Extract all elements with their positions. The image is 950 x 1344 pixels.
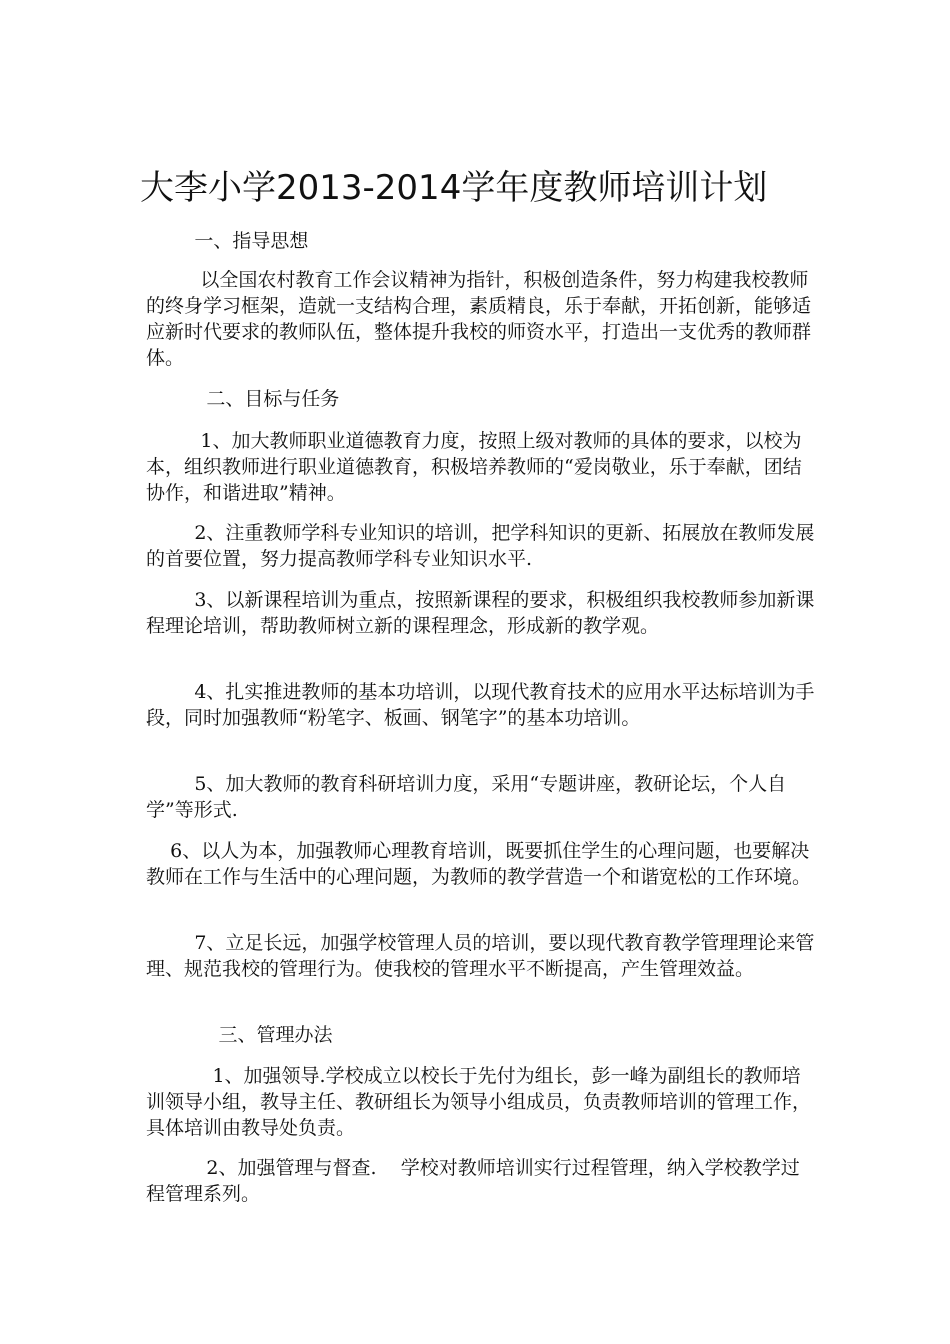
paragraph-management-2: 2、加强管理与督查. 学校对教师培训实行过程管理，纳入学校教学过程管理系列。 [146, 1157, 800, 1205]
paragraph-goal-4: 4、扎实推进教师的基本功培训，以现代教育技术的应用水平达标培训为手段，同时加强教师“粉笔字、板画、钢笔字”的基本功培训。 [146, 681, 815, 729]
section-heading-guiding-thought: 一、指导思想 [146, 230, 309, 252]
paragraph-goal-3: 3、以新课程培训为重点，按照新课程的要求，积极组织我校教师参加新课程理论培训，帮助教师树立新的课程理念，形成新的教学观。 [146, 589, 815, 637]
paragraph-goal-1: 1、加大教师职业道德教育力度，按照上级对教师的具体的要求，以校为本，组织教师进行职业道德教育，积极培养教师的“爱岗敬业，乐于奉献，团结协作，和谐进取”精神。 [146, 430, 802, 504]
section-heading-goals-tasks: 二、目标与任务 [146, 388, 340, 410]
paragraph-management-1: 1、加强领导.学校成立以校长于先付为组长，彭一峰为副组长的教师培训领导小组，教导主任、教研组长为领导小组成员，负责教师培训的管理工作，具体培训由教导处负责。 [146, 1065, 812, 1139]
paragraph-goal-6: 6、以人为本，加强教师心理教育培训，既要抓住学生的心理问题，也要解决教师在工作与生活中的心理问题，为教师的教学营造一个和谐宽松的工作环境。 [146, 840, 812, 888]
paragraph-goal-2: 2、注重教师学科专业知识的培训，把学科知识的更新、拓展放在教师发展的首要位置，努力提高教师学科专业知识水平. [146, 522, 815, 570]
paragraph-guiding-thought: 以全国农村教育工作会议精神为指针，积极创造条件，努力构建我校教师的终身学习框架，造就一支结构合理，素质精良，乐于奉献，开拓创新，能够适应新时代要求的教师队伍，整体提升我校的师资水平，打造出一支优秀的教师群体。 [146, 269, 812, 369]
document-title: 大李小学2013-2014学年度教师培训计划 [140, 168, 768, 208]
section-heading-management: 三、管理办法 [146, 1024, 333, 1046]
paragraph-goal-5: 5、加大教师的教育科研培训力度，采用“专题讲座，教研论坛，个人自学”等形式. [146, 773, 787, 821]
paragraph-goal-7: 7、立足长远，加强学校管理人员的培训，要以现代教育教学管理理论来管理、规范我校的管理行为。使我校的管理水平不断提高，产生管理效益。 [146, 932, 815, 980]
